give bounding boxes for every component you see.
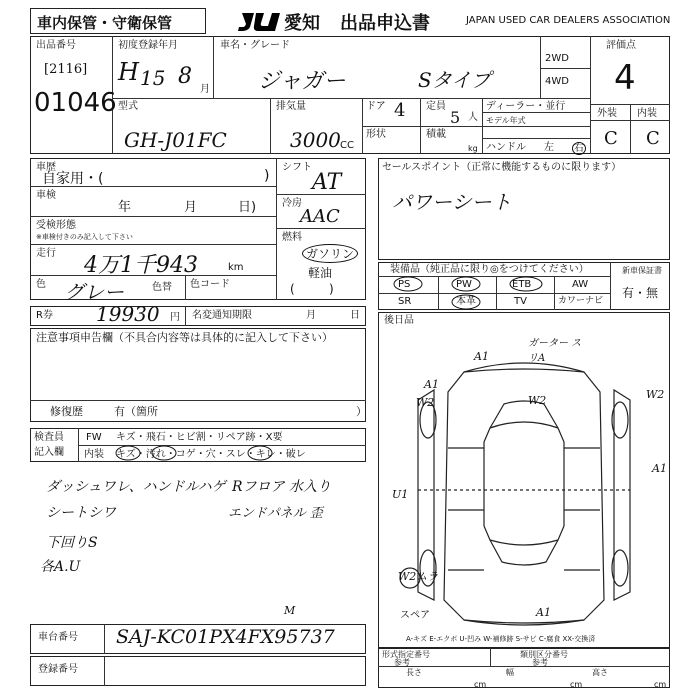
- diagram-mark-a1-right: A1: [652, 462, 667, 475]
- handle-label: ハンドル: [486, 142, 526, 153]
- repair-close: ）: [356, 405, 367, 418]
- brand-name: 愛知: [284, 13, 320, 34]
- lot-label: 出品番号: [36, 40, 76, 51]
- lot-sub: [2116]: [44, 62, 88, 77]
- body-shape-label: 形状: [366, 129, 386, 140]
- remark-line3: 下回りS: [46, 535, 98, 551]
- drive-4wd: 4WD: [545, 76, 569, 87]
- chassis-label: 車台番号: [38, 632, 78, 643]
- name-notice-month: 月: [306, 310, 316, 321]
- color-label: 色: [36, 279, 46, 290]
- car-diagram: [378, 330, 670, 630]
- equipment-sr: SR: [398, 296, 412, 307]
- cert-width: 幅: [506, 668, 514, 677]
- handle-right: 右: [574, 143, 584, 154]
- equipment-navi: カワーナビ: [558, 296, 604, 306]
- form-title: 出品申込書: [340, 13, 430, 34]
- int-items: キズ・汚れ・コゲ・穴・スレ・キレ・破レ: [116, 449, 306, 460]
- color-change-label: 色替: [152, 282, 172, 293]
- acceptance-note: ※車検付きのみ記入して下さい: [36, 233, 133, 241]
- remark-line1b: Rフロア 水入り: [232, 479, 331, 495]
- storage-label-box: [30, 8, 206, 34]
- mileage-unit: km: [228, 262, 244, 273]
- diagram-mark-m: M: [284, 604, 296, 617]
- aircon-label: 冷房: [282, 198, 302, 209]
- handle-left: 左: [544, 142, 554, 153]
- diagram-mark-a1-top: A1: [474, 350, 489, 363]
- warranty-value: 有・無: [622, 286, 659, 300]
- cert-label: 形式指定番号: [382, 650, 430, 659]
- registration-no-label: 登録番号: [38, 664, 78, 675]
- usage-close: ): [264, 168, 270, 184]
- rear-seat-label: 後日品: [384, 315, 414, 326]
- registration-year: 15: [140, 66, 166, 90]
- exterior-label: 外装: [597, 108, 617, 119]
- dealer-label: ディーラー・並行: [486, 101, 566, 112]
- fw-items: キズ・飛石・ヒビ割・リペア跡・X要: [116, 432, 283, 443]
- association-name: JAPAN USED CAR DEALERS ASSOCIATION: [466, 15, 671, 26]
- storage-label: 車内保管・守衛保管: [37, 14, 173, 32]
- model-code-label: 型式: [118, 101, 138, 112]
- remark-line2: シートシワ: [46, 505, 116, 521]
- aircon-value: AAC: [300, 206, 340, 227]
- cert-cm-2: cm: [570, 680, 583, 689]
- diagram-mark-w2-mura: W2ムラ: [398, 570, 439, 583]
- lot-number: 01046: [34, 88, 117, 118]
- ju-logo: [236, 9, 282, 33]
- shift-label: シフト: [282, 162, 312, 173]
- capacity-value: 5: [450, 108, 461, 127]
- equipment-circles: [378, 274, 618, 310]
- remark-line1: ダッシュワレ、ハンドルハゲ: [46, 479, 226, 495]
- inspection-day: 日): [238, 200, 257, 215]
- diagram-mark-garter: ガーター スリA: [528, 338, 582, 364]
- model-grade-value: Sタイプ: [418, 68, 491, 92]
- load-unit: kg: [468, 144, 478, 153]
- doors-label: ドア: [366, 101, 386, 112]
- model-name-label: 車名・グレード: [220, 40, 290, 51]
- warranty-label: 新車保証書: [622, 266, 662, 275]
- int-label: 内装: [84, 449, 104, 460]
- exterior-value: C: [604, 128, 618, 149]
- chassis-value: SAJ-KC01PX4FX95737: [116, 626, 335, 648]
- diagram-mark-w2-center: W2: [528, 394, 547, 407]
- color-code-label: 色コード: [190, 279, 230, 290]
- inspector-label: 検査員: [34, 432, 64, 443]
- registration-label: 初度登録年月: [118, 40, 178, 51]
- cert-ref-1: 参考: [394, 658, 410, 667]
- model-year-label: モデル年式: [486, 116, 526, 125]
- grade-score-label: 評価点: [606, 40, 636, 51]
- diagram-mark-w2-left: W2: [416, 396, 435, 409]
- model-name-value: ジャガー: [258, 69, 346, 94]
- diagram-mark-w2-right: W2: [646, 388, 665, 401]
- diagram-mark-u1: U1: [392, 488, 409, 501]
- fw-label: FW: [86, 432, 102, 443]
- name-notice-label: 名変通知期限: [192, 310, 252, 321]
- equipment-ps: PS: [398, 279, 411, 290]
- repair-value: 有（箇所: [114, 405, 158, 418]
- equipment-tv: TV: [514, 296, 527, 307]
- displacement-label: 排気量: [276, 101, 306, 112]
- registration-month-unit: 月: [200, 84, 210, 95]
- interior-value: C: [646, 128, 660, 149]
- interior-label: 内装: [637, 108, 657, 119]
- doors-value: 4: [394, 100, 406, 121]
- registration-month: 8: [178, 64, 192, 89]
- color-value: グレー: [64, 280, 124, 304]
- inspection-month: 月: [184, 200, 198, 215]
- cert-cm-3: cm: [654, 680, 667, 689]
- model-code-value: GH-J01FC: [124, 128, 227, 152]
- mileage-label: 走行: [36, 248, 56, 259]
- fuel-diesel: 軽油: [308, 266, 333, 280]
- inspection-year: 年: [118, 200, 132, 215]
- capacity-unit: 人: [468, 112, 478, 123]
- sales-point-label: セールスポイント（正常に機能するものに限ります）: [382, 162, 622, 173]
- int-circles: [110, 444, 350, 462]
- usage-label: 車歴: [36, 162, 56, 173]
- inspection-label: 車検: [36, 190, 56, 201]
- cert-class-label: 類別区分番号: [520, 650, 568, 659]
- diagram-mark-a1-left: A1: [424, 378, 439, 391]
- mileage-value: 4万1千943: [84, 253, 198, 278]
- registration-row: [30, 656, 366, 686]
- diagram-legend: A-キズ E-エクボ U-凹み W-補修跡 S-サビ C-腐食 XX-交換済: [406, 635, 596, 643]
- equipment-aw: AW: [572, 279, 589, 290]
- inspector-entry: 記入欄: [34, 447, 64, 458]
- notes-label: 注意事項申告欄（不具合内容等は具体的に記入して下さい）: [36, 331, 333, 344]
- recycle-label: R券: [36, 310, 53, 321]
- capacity-label: 定員: [426, 101, 446, 112]
- diagram-mark-a1-bottom: A1: [536, 606, 551, 619]
- repair-label: 修復歴: [50, 405, 83, 418]
- registration-era: H: [118, 58, 139, 86]
- cert-height: 高さ: [592, 668, 608, 677]
- remark-line4: 各A.U: [40, 559, 81, 575]
- recycle-unit: 円: [170, 312, 180, 323]
- equipment-etb: ETB: [512, 279, 532, 290]
- remark-line2b: エンドパネル 歪: [228, 506, 323, 521]
- displacement-unit: CC: [340, 140, 354, 151]
- cert-length: 長さ: [406, 668, 422, 677]
- sales-point-value: パワーシート: [392, 190, 512, 214]
- equipment-pw: PW: [456, 279, 472, 290]
- diagram-mark-spare: スペア: [400, 610, 430, 621]
- usage-value: 自家用・(: [42, 171, 104, 187]
- load-label: 積載: [426, 129, 446, 140]
- acceptance-label: 受検形態: [36, 220, 76, 231]
- grade-score-value: 4: [614, 58, 636, 98]
- equipment-leather: 本革: [456, 296, 476, 307]
- name-notice-day: 日: [350, 310, 360, 321]
- displacement-value: 3000: [290, 128, 341, 152]
- fuel-bracket: ( ): [290, 282, 334, 296]
- shift-value: AT: [312, 170, 342, 195]
- cert-cm-1: cm: [474, 680, 487, 689]
- fuel-label: 燃料: [282, 232, 302, 243]
- cert-ref-2: 参考: [532, 658, 548, 667]
- drive-2wd: 2WD: [545, 53, 569, 64]
- recycle-value: 19930: [96, 302, 160, 326]
- equipment-label: 装備品（純正品に限り◎をつけてください）: [390, 264, 589, 275]
- fuel-gas: ガソリン: [302, 244, 358, 263]
